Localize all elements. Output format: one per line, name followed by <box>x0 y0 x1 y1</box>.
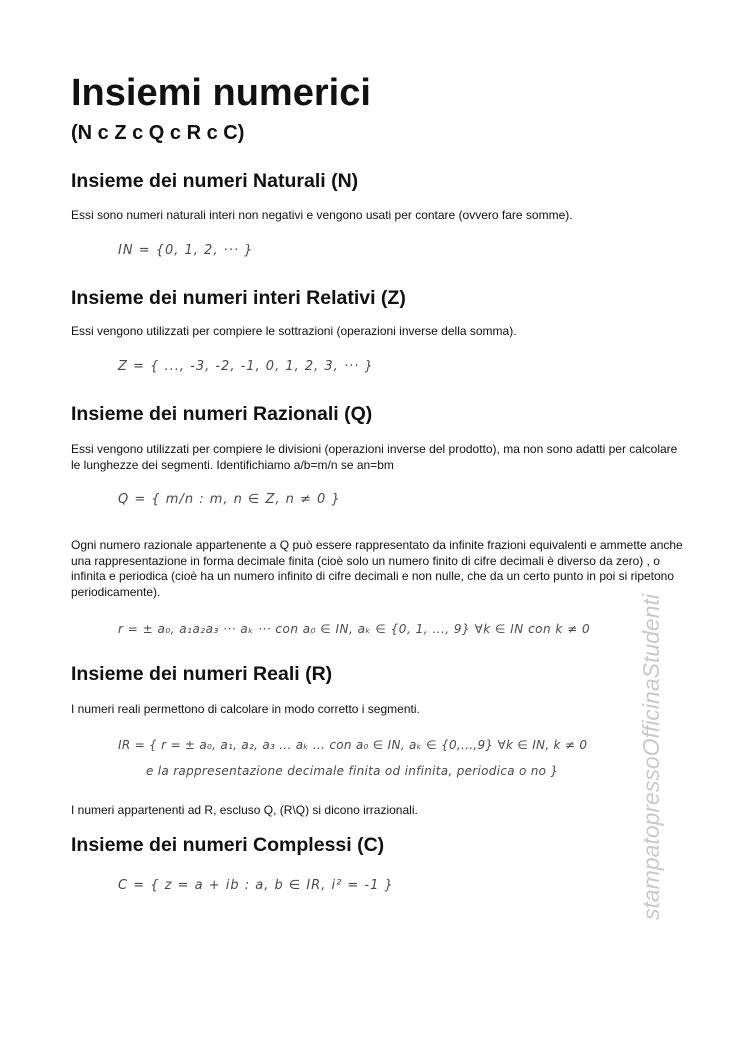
formula-reali-line1: IR = { r = ± a₀, a₁, a₂, a₃ ... aₖ ... con a₀ ∈ IN, aₖ ∈ {0,...,9} ∀k ∈ IN, k ≠ 0 <box>118 738 588 752</box>
text-naturali: Essi sono numeri naturali interi non negativi e vengono usati per contare (ovvero fare somme). <box>71 208 573 222</box>
page-subtitle: (N c Z c Q c R c C) <box>71 122 245 144</box>
heading-reali: Insieme dei numeri Reali (R) <box>71 663 333 685</box>
heading-complessi: Insieme dei numeri Complessi (C) <box>71 834 385 856</box>
formula-complessi: C = { z = a + ib : a, b ∈ IR, i² = -1 } <box>118 878 394 893</box>
formula-relativi: Z = { ..., -3, -2, -1, 0, 1, 2, 3, ··· } <box>118 359 374 374</box>
text-relativi: Essi vengono utilizzati per compiere le sottrazioni (operazioni inverse della somma). <box>71 324 517 338</box>
formula-naturali: IN = {0, 1, 2, ··· } <box>118 243 254 258</box>
heading-naturali: Insieme dei numeri Naturali (N) <box>71 170 359 192</box>
text-reali: I numeri reali permettono di calcolare in modo corretto i segmenti. <box>71 702 420 716</box>
watermark: stampatopressoOfficinaStudenti <box>638 593 664 920</box>
page-title: Insiemi numerici <box>71 72 371 114</box>
heading-razionali: Insieme dei numeri Razionali (Q) <box>71 403 373 425</box>
text-razionali: Essi vengono utilizzati per compiere le divisioni (operazioni inverse del prodotto), ma non sono adatti per calcolare le lunghezze dei segmenti. Identifichiamo a/b=m/n se an=bm <box>71 442 678 472</box>
text-irrazionali: I numeri appartenenti ad R, escluso Q, (R\Q) si dicono irrazionali. <box>71 803 418 817</box>
formula-razionali: Q = { m/n : m, n ∈ Z, n ≠ 0 } <box>118 492 341 507</box>
formula-razionali-decimali: r = ± a₀, a₁a₂a₃ ··· aₖ ··· con a₀ ∈ IN, aₖ ∈ {0, 1, ..., 9} ∀k ∈ IN con k ≠ 0 <box>118 622 591 636</box>
heading-relativi: Insieme dei numeri interi Relativi (Z) <box>71 287 406 309</box>
text-razionali-decimali: Ogni numero razionale appartenente a Q può essere rappresentato da infinite frazioni equivalenti e ammette anche una rappresentazione in forma decimale finita (cioè solo un numero finito di cifre decimali è diverso da zero) , o infinita e periodica (cioè ha un numero infinito di cifre decimali e non nulle, che da un certo punto in poi si ripetono periodicamente). <box>71 538 683 599</box>
formula-reali-line2: e la rappresentazione decimale finita od infinita, periodica o no } <box>146 764 559 778</box>
